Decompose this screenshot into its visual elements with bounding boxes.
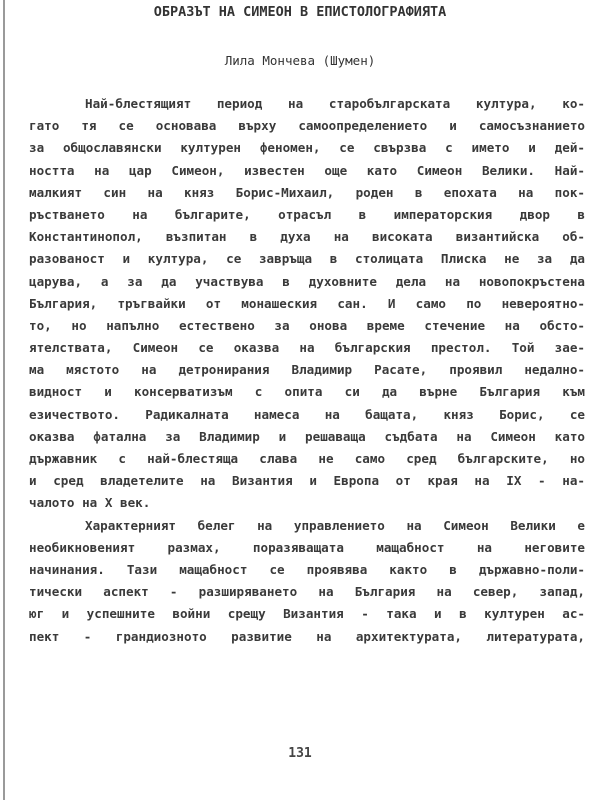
document-title: ОБРАЗЪТ НА СИМЕОН В ЕПИСТОЛОГРАФИЯТА xyxy=(153,4,447,20)
text-line: оказва фатална за Владимир и решаваща съдбата на Симеон като xyxy=(29,428,585,444)
text-line: за общославянски културен феномен, се свързва с името и дей- xyxy=(29,140,585,156)
text-line: гато тя се основава върху самоопределението и самосъзнанието xyxy=(29,118,585,134)
text-line: чалото на X век. xyxy=(29,495,151,511)
text-line: юг и успешните войни срещу Византия - така и в културен ас- xyxy=(29,606,585,622)
text-line: ма мястото на детронирания Владимир Расате, проявил недално- xyxy=(29,362,585,378)
text-line: Константинопол, възпитан в духа на високата византийска об- xyxy=(29,229,585,245)
body-text xyxy=(29,93,585,648)
author-line: Лила Мончева (Шумен) xyxy=(224,53,376,68)
text-line: държавник с най-блестяща слава не само сред българските, но xyxy=(29,451,585,466)
text-line: разованост и култура, се завръща в столицата Плиска не за да xyxy=(29,251,585,267)
text-line: България, тръгвайки от монашеския сан. И само по невероятно- xyxy=(29,295,585,311)
text-line: езичеството. Радикалната намеса на бащата, княз Борис, се xyxy=(29,406,585,422)
text-line: малкият син на княз Борис-Михаил, роден в епохата на пок- xyxy=(29,184,585,200)
text-line: ръстването на българите, отрасъл в императорския двор в xyxy=(29,206,585,222)
text-line: и сред владетелите на Византия и Европа от края на IX - на- xyxy=(29,473,585,489)
text-line: то, но напълно естествено за онова време стечение на обсто- xyxy=(29,317,585,333)
text-line: необикновеният размах, поразяващата мащабност на неговите xyxy=(29,539,585,555)
text-line: ността на цар Симеон, известен още като Симеон Велики. Най- xyxy=(29,162,585,178)
page-left-border xyxy=(3,0,5,800)
text-line: начинания. Тази мащабност се проявява както в държавно-поли- xyxy=(29,561,585,577)
text-line: пект - грандиозното развитие на архитектурата, литературата, xyxy=(29,628,585,644)
text-line: видност и консерватизъм с опита си да върне България към xyxy=(29,384,585,400)
text-line: ятелствата, Симеон се оказва на българския престол. Той зае- xyxy=(29,340,585,356)
paragraph-1 xyxy=(29,93,585,515)
text-line: тически аспект - разширяването на България на север, запад, xyxy=(29,584,585,600)
paragraph-2 xyxy=(29,515,585,648)
text-line: царува, а за да участвува в духовните дела на новопокръстена xyxy=(29,273,585,289)
text-line: Най-блестящият период на старобългарската култура, ко- xyxy=(85,96,585,111)
page-number: 131 xyxy=(288,746,312,761)
text-line: Характерният белег на управлението на Симеон Велики е xyxy=(85,517,585,533)
